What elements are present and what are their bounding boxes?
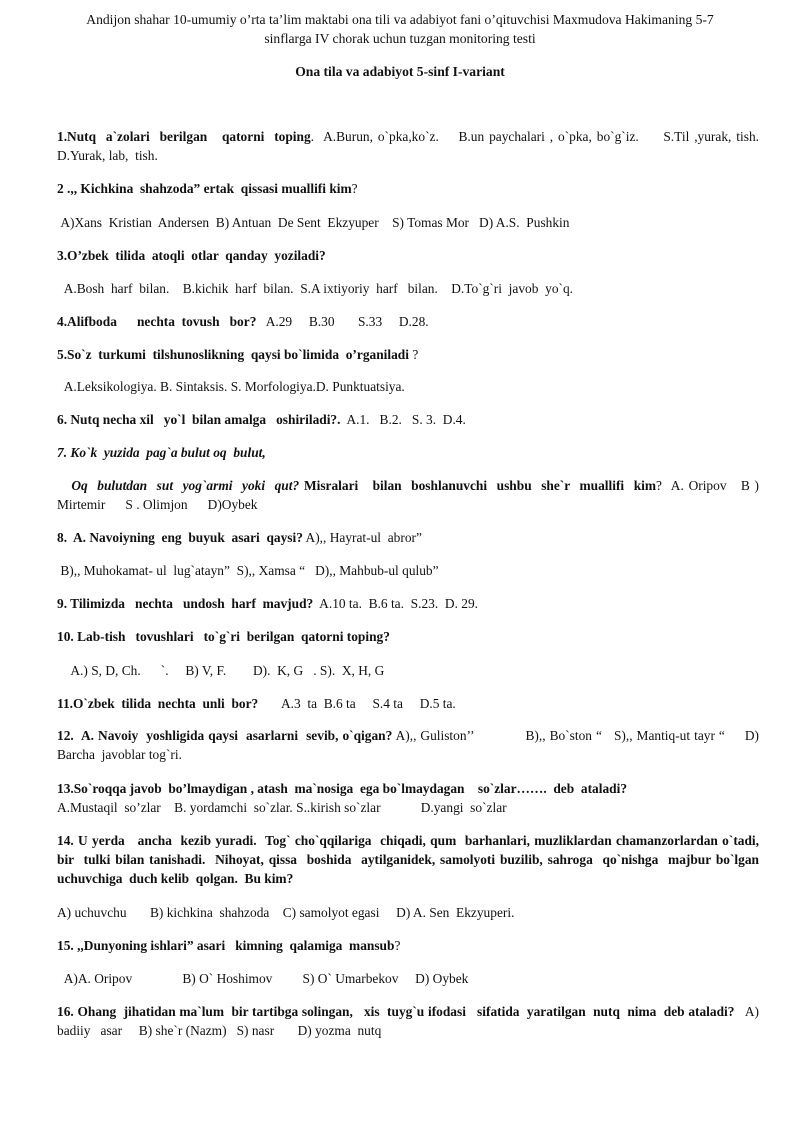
question-2-answers: A)Xans Kristian Andersen B) Antuan De Sent Ekzyuper S) Tomas Mor D) A.S. Pushkin	[57, 215, 570, 230]
question-15-answers: A)A. Oripov B) O` Hoshimov S) O` Umarbekov D) Oybek	[57, 971, 469, 986]
question-2	[57, 179, 759, 198]
question-16-text: 16. Ohang jihatidan ma`lum bir tartibga solingan, xis tuyg`u ifodasi sifatida yaratilgan nutq nima deb ataladi?	[57, 1004, 735, 1019]
question-14	[57, 831, 766, 888]
question-8	[57, 528, 759, 547]
question-4-text: 4.Alifboda nechta tovush bor?	[57, 314, 257, 329]
question-5-text: 5.So`z turkumi tilshunoslikning qaysi bo`limida o’rganiladi	[57, 347, 409, 362]
question-3-answers: A.Bosh harf bilan. B.kichik harf bilan. S.A ixtiyoriy harf bilan. D.To`g`ri javob yo`q.	[57, 281, 574, 296]
question-8-text: 8. A. Navoiyning eng buyuk asari qaysi?	[57, 530, 303, 545]
question-3	[57, 246, 759, 265]
question-15	[57, 936, 759, 955]
question-15-text: 15. ,,Dunyoning ishlari” asari kimning qalamiga mansub	[57, 938, 395, 953]
header-line-1: Andijon shahar 10-umumiy o’rta ta’lim maktabi ona tili va adabiyot fani o’qituvchisi Maxmudova Hakimaning 5-7	[86, 12, 714, 27]
question-12-answers: A),, Guliston’’ B),, Bo`ston “ S),, Mantiq-ut tayr “ D) Barcha javoblar tog`ri.	[57, 728, 763, 762]
question-11-text: 11.O`zbek tilida nechta unli bor?	[57, 696, 259, 711]
question-7-text: Misralari bilan boshlanuvchi ushbu she`r muallifi kim	[299, 478, 657, 493]
question-10-text: 10. Lab-tish tovushlari to`g`ri berilgan qatorni toping?	[57, 629, 390, 644]
document-header	[40, 10, 760, 48]
question-15-mark: ?	[394, 938, 401, 953]
question-1-answers: . A.Burun, o`pka,ko`z. B.un paychalari , o`pka, bo`g`iz. S.Til ,yurak, tish. D.Yurak, lab, tish.	[57, 129, 786, 163]
question-3-text: 3.O’zbek tilida atoqli otlar qanday yoziladi?	[57, 248, 326, 263]
question-6-answers: A.1. B.2. S. 3. D.4.	[340, 412, 466, 427]
question-6-text: 6. Nutq necha xil yo`l bilan amalga oshiriladi?.	[57, 412, 341, 427]
question-7-verse-1: 7. Ko`k yuzida pag`a bulut oq bulut,	[57, 445, 266, 460]
header-line-2: sinflarga IV chorak uchun tuzgan monitoring testi	[264, 31, 536, 46]
question-11	[57, 694, 759, 713]
question-12	[57, 726, 763, 764]
question-7-continued	[57, 476, 763, 514]
question-14-text: 14. U yerda ancha kezib yuradi. Tog` cho`qqilariga chiqadi, qum barhanlari, muzliklardan chamanzorlardan o`tadi, bir tulki bilan tanishadi. Nihoyat, qissa boshida aytilganidek, samolyoti buzilib, sahroga qo`nishga majbur bo`lgan uchuvchiga duch kelib qolgan. Bu kim?	[57, 833, 766, 886]
question-16	[57, 1002, 763, 1040]
question-9	[57, 594, 759, 613]
question-5-mark: ?	[408, 347, 419, 362]
question-10-answers: A.) S, D, Ch. `. B) V, F. D). K, G . S). X, H, G	[57, 663, 385, 678]
question-1	[57, 127, 786, 165]
question-9-answers: A.10 ta. B.6 ta. S.23. D. 29.	[313, 596, 478, 611]
question-8-answer-a: A),, Hayrat-ul abror”	[302, 530, 422, 545]
question-4-answers: A.29 B.30 S.33 D.28.	[256, 314, 429, 329]
question-5	[57, 345, 759, 364]
question-9-text: 9. Tilimizda nechta undosh harf mavjud?	[57, 596, 314, 611]
question-14-answers: A) uchuvchu B) kichkina shahzoda C) samolyot egasi D) A. Sen Ekzyuperi.	[57, 905, 515, 920]
document-subtitle: Ona tila va adabiyot 5-sinf I-variant	[295, 64, 505, 79]
question-16-answers: A) badiiy asar B) she`r (Nazm) S) nasr D) yozma nutq	[57, 1004, 763, 1038]
question-2-mark: ?	[351, 181, 358, 196]
question-4	[57, 312, 759, 331]
question-7-answers: ? A. Oripov B ) Mirtemir S . Olimjon D)Oybek	[57, 478, 763, 512]
question-13	[57, 779, 759, 817]
question-11-answers: A.3 ta B.6 ta S.4 ta D.5 ta.	[258, 696, 456, 711]
question-8-answers: B),, Muhokamat- ul lug`atayn” S),, Xamsa “ D),, Mahbub-ul qulub”	[57, 563, 439, 578]
question-7	[57, 443, 759, 462]
question-1-text: 1.Nutq a`zolari berilgan qatorni toping	[57, 129, 311, 144]
question-10	[57, 627, 759, 646]
question-12-text: 12. A. Navoiy yoshligida qaysi asarlarni sevib, o`qigan?	[57, 728, 393, 743]
question-13-text: 13.So`roqqa javob bo’lmaydigan , atash ma`nosiga ega bo`lmaydagan so`zlar……. deb ataladi?	[57, 781, 628, 796]
question-6	[57, 410, 759, 429]
question-5-answers: A.Leksikologiya. B. Sintaksis. S. Morfologiya.D. Punktuatsiya.	[57, 379, 405, 394]
question-2-text: 2 .,, Kichkina shahzoda” ertak qissasi muallifi kim	[57, 181, 352, 196]
question-13-answers: A.Mustaqil so’zlar B. yordamchi so`zlar. S..kirish so`zlar D.yangi so`zlar	[57, 800, 507, 815]
question-7-verse-2: Oq bulutdan sut yog`armi yoki qut?	[57, 478, 300, 493]
